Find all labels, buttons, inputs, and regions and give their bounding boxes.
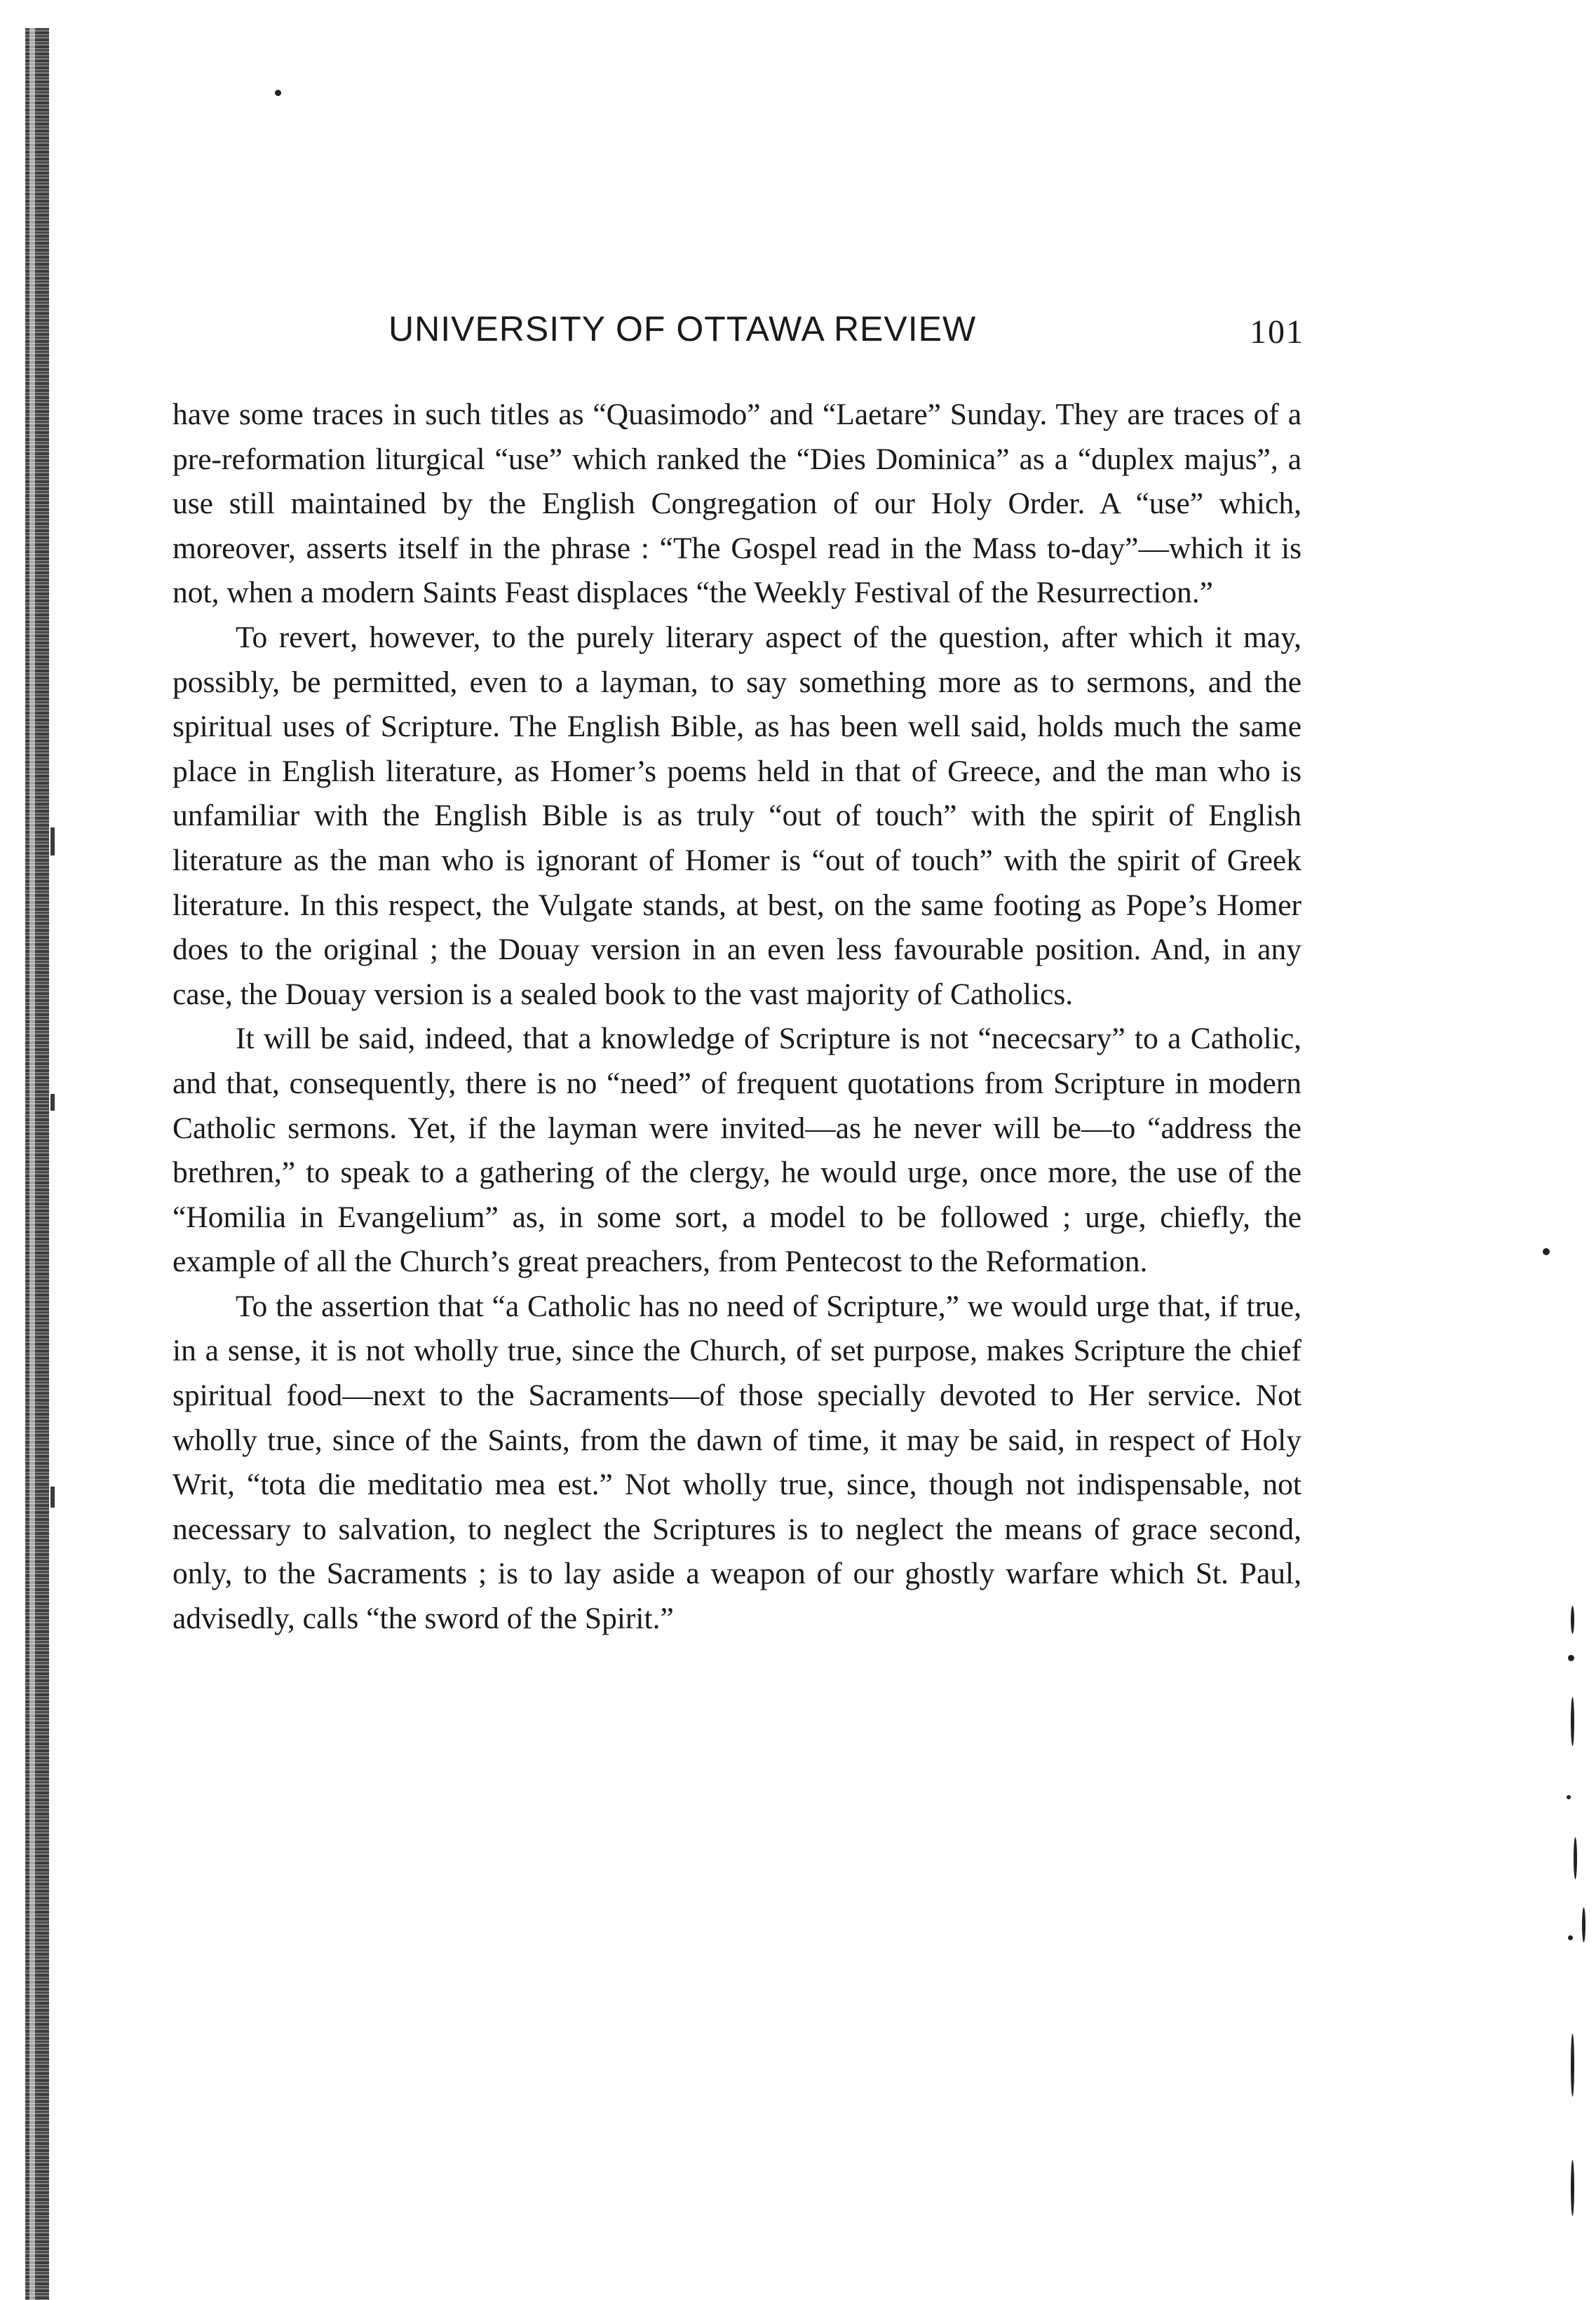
page-number: 101 — [1250, 313, 1304, 351]
scan-binding-edge — [25, 28, 49, 2300]
page-header — [168, 309, 1304, 358]
paragraph: To revert, however, to the purely literary aspect of the question, after which it may, possibly, be permitted, even to a layman, to say something more as to sermons, and the spiritual uses of Scripture. The English Bible, as has been well said, holds much the same place in English literature, as Homer’s poems held in that of Greece, and the man who is unfamiliar with the English Bible is as truly “out of touch” with the spirit of English literature as the man who is ignorant of Homer is “out of touch” with the spirit of Greek literature. In this respect, the Vulgate stands, at best, on the same footing as Pope’s Homer does to the original ; the Douay version in an even less favourable position. And, in any case, the Douay version is a sealed book to the vast majority of Catholics. — [173, 620, 1301, 1011]
body-text — [173, 393, 1301, 1642]
scan-speck — [275, 90, 281, 96]
scan-mark — [50, 827, 55, 855]
scan-speck — [1571, 2160, 1574, 2216]
paragraph: have some traces in such titles as “Quasimodo” and “Laetare” Sunday. They are traces of a pre-reformation liturgical “use” which ranked the “Dies Dominica” as a “duplex majus”, a use still maintained by the English Congregation of our Holy Order. A “use” which, moreover, asserts itself in the phrase : “The Gospel read in the Mass to-day”—which it is not, when a modern Saints Feast displaces “the Weekly Festival of the Resurrection.” — [173, 398, 1301, 610]
scan-mark — [50, 1487, 55, 1508]
scan-mark — [50, 1094, 55, 1111]
scan-speck — [1571, 1697, 1574, 1746]
scan-speck — [1571, 2034, 1574, 2097]
scan-speck — [1568, 1655, 1574, 1661]
scan-speck — [1582, 1907, 1585, 1942]
scan-speck — [1574, 1837, 1577, 1879]
scan-speck — [1568, 1935, 1573, 1940]
paragraph: To the assertion that “a Catholic has no need of Scripture,” we would urge that, if true, in a sense, it is not wholly true, since the Church, of set purpose, makes Scripture the chief spiritual food—next to the Sacraments—of those specially devoted to Her service. Not wholly true, since of the Saints, from the dawn of time, it may be said, in respect of Holy Writ, “tota die meditatio mea est.” Not wholly true, since, though not indispensable, not necessary to salvation, to neglect the Scriptures is to neglect the means of grace second, only, to the Sacraments ; is to lay aside a weapon of our ghostly warfare which St. Paul, advisedly, calls “the sword of the Spirit.” — [173, 1289, 1301, 1636]
scan-speck — [1543, 1248, 1550, 1255]
scan-speck — [1567, 1795, 1571, 1799]
scan-speck — [1571, 1606, 1574, 1634]
running-title: UNIVERSITY OF OTTAWA REVIEW — [388, 309, 977, 349]
paragraph: It will be said, indeed, that a knowledge of Scripture is not “nececsary” to a Catholic, and that, consequently, there is no “need” of frequent quotations from Scripture in modern Catholic sermons. Yet, if the layman were invited—as he never will be—to “address the brethren,” to speak to a gathering of the clergy, he would urge, once more, the use of the “Homilia in Evangelium” as, in some sort, a model to be followed ; urge, chiefly, the example of all the Church’s great preachers, from Pentecost to the Reformation. — [173, 1022, 1301, 1279]
